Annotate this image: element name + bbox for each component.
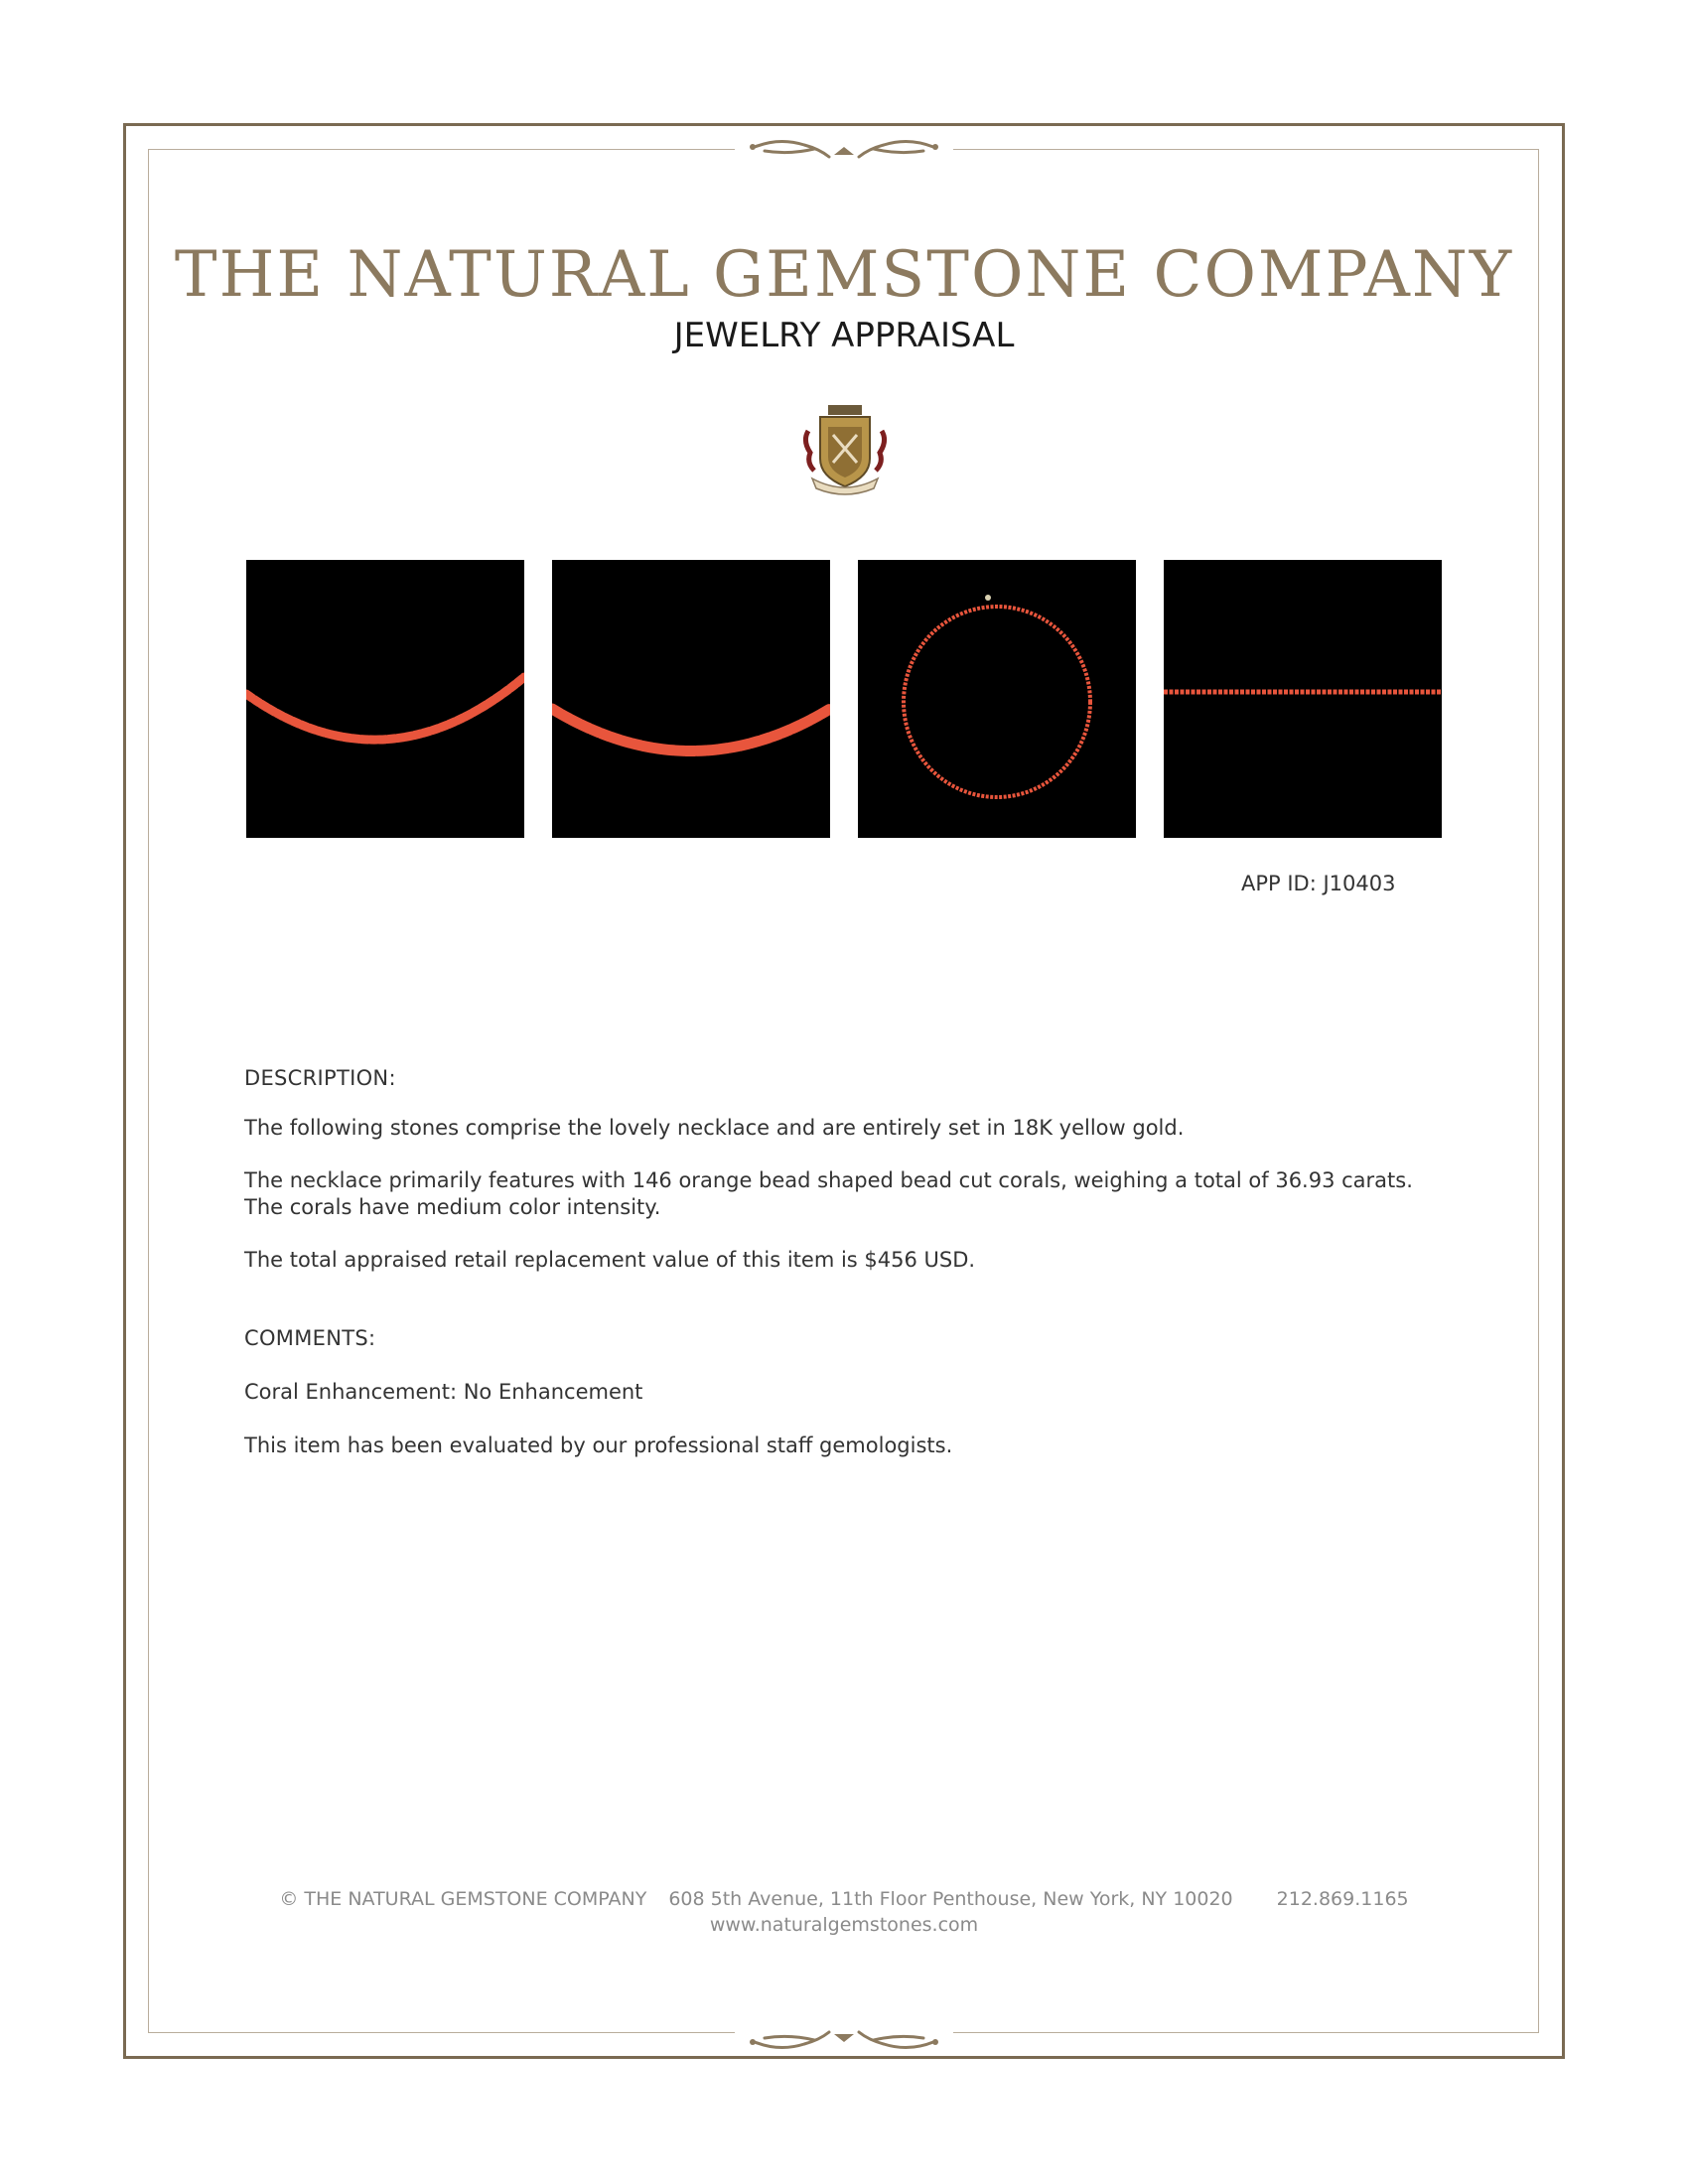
description-paragraph-2-line-2: The corals have medium color intensity. xyxy=(244,1195,661,1219)
app-id: APP ID: J10403 xyxy=(1241,872,1396,895)
comment-evaluation: This item has been evaluated by our professional staff gemologists. xyxy=(244,1433,953,1457)
footer-contact xyxy=(0,1888,1688,1910)
bottom-ornament-icon xyxy=(735,2024,953,2054)
document-title: JEWELRY APPRAISAL xyxy=(673,316,1015,355)
footer-copyright: © THE NATURAL GEMSTONE COMPANY xyxy=(279,1888,647,1910)
footer-address: 608 5th Avenue, 11th Floor Penthouse, New York, NY 10020 xyxy=(668,1888,1233,1910)
footer-phone: 212.869.1165 xyxy=(1276,1888,1409,1910)
crest-logo-icon xyxy=(800,401,890,496)
necklace-photo-closeup-2 xyxy=(552,560,830,838)
footer-website[interactable]: www.naturalgemstones.com xyxy=(709,1914,979,1936)
description-paragraph-1: The following stones comprise the lovely necklace and are entirely set in 18K yellow gold. xyxy=(244,1116,1185,1140)
necklace-photo-straight xyxy=(1164,560,1442,838)
necklace-photo-full-circle xyxy=(858,560,1136,838)
company-name: THE NATURAL GEMSTONE COMPANY xyxy=(174,238,1514,312)
description-paragraph-3: The total appraised retail replacement value of this item is $456 USD. xyxy=(244,1248,976,1272)
description-heading: DESCRIPTION: xyxy=(244,1066,396,1090)
top-ornament-icon xyxy=(735,135,953,165)
comment-enhancement: Coral Enhancement: No Enhancement xyxy=(244,1380,643,1404)
description-paragraph-2-line-1: The necklace primarily features with 146 orange bead shaped bead cut corals, weighing a total of 36.93 carats. xyxy=(244,1168,1413,1192)
necklace-photo-closeup-1 xyxy=(246,560,524,838)
comments-heading: COMMENTS: xyxy=(244,1326,376,1350)
